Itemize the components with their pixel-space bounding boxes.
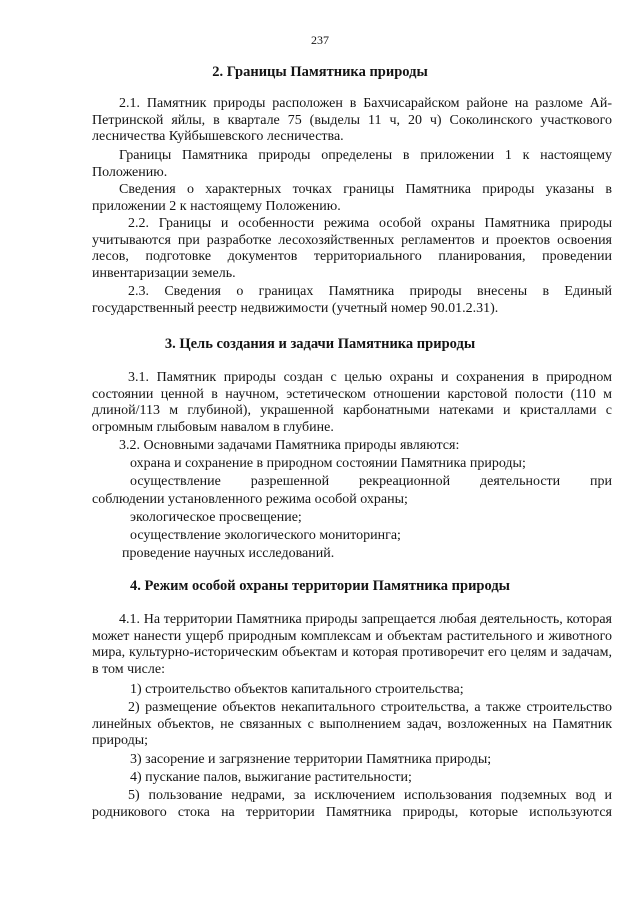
task-item-monitoring: осуществление экологического мониторинга; (130, 528, 401, 543)
task-item-recreation-continued: соблюдении установленного режима особой охраны; (92, 492, 408, 507)
prohibition-item-1: 1) строительство объектов капитального строительства; (130, 682, 464, 697)
section-3-heading: 3. Цель создания и задачи Памятника природы (164, 336, 476, 352)
section-2-paragraph-boundaries: Границы Памятника природы определены в приложении 1 к настоящему Положению. (92, 148, 612, 180)
prohibition-item-3: 3) засорение и загрязнение территории Памятника природы; (130, 752, 492, 767)
task-item-protection: охрана и сохранение в природном состоянии Памятника природы; (130, 456, 526, 471)
section-2-paragraph-2-2: 2.2. Границы и особенности режима особой охраны Памятника природы учитываются при разработке лесохозяйственных регламентов и проектов освоения лесов, подготовке документов территориального планирования, проведении инвентаризации земель. (92, 216, 612, 281)
task-item-recreation: осуществление разрешенной рекреационной деятельности при (130, 474, 612, 489)
section-2-heading: 2. Границы Памятника природы (212, 64, 428, 80)
page-number: 237 (311, 33, 329, 47)
prohibition-item-2: 2) размещение объектов некапитального строительства, а также строительство линейных объектов, не связанных с выполнением задач, возложенных на Памятник природы; (92, 700, 612, 749)
section-2-paragraph-2-1: 2.1. Памятник природы расположен в Бахчисарайском районе на разломе Ай-Петринской яйлы, в квартале 75 (выделы 11 ч, 20 ч) Соколинского участкового лесничества Куйбышевского лесничества. (92, 96, 612, 145)
task-item-research: проведение научных исследований. (122, 546, 335, 561)
prohibition-item-4: 4) пускание палов, выжигание растительности; (130, 770, 412, 785)
section-3-paragraph-3-2: 3.2. Основными задачами Памятника природы являются: (119, 438, 460, 453)
task-item-education: экологическое просвещение; (130, 510, 302, 525)
section-3-paragraph-3-1: 3.1. Памятник природы создан с целью охраны и сохранения в природном состоянии ценной в научном, эстетическом отношении карстовой полости (110 м длиной/113 м глубиной), украшенной карбонатными натеками и кристаллами с огромным глыбовым навалом в глубине. (92, 370, 612, 435)
section-2-paragraph-points: Сведения о характерных точках границы Памятника природы указаны в приложении 2 к настоящему Положению. (92, 182, 612, 214)
section-4-heading: 4. Режим особой охраны территории Памятника природы (130, 578, 510, 594)
section-2-paragraph-2-3: 2.3. Сведения о границах Памятника природы внесены в Единый государственный реестр недвижимости (учетный номер 90.01.2.31). (92, 284, 612, 316)
section-4-paragraph-4-1: 4.1. На территории Памятника природы запрещается любая деятельность, которая может нанести ущерб природным комплексам и объектам растительного и животного мира, культурно-историческим объектам и которая противоречит его целям и задачам, в том числе: (92, 612, 612, 677)
prohibition-item-5: 5) пользование недрами, за исключением использования подземных вод и родникового стока на территории Памятника природы, которые используются (92, 788, 612, 820)
